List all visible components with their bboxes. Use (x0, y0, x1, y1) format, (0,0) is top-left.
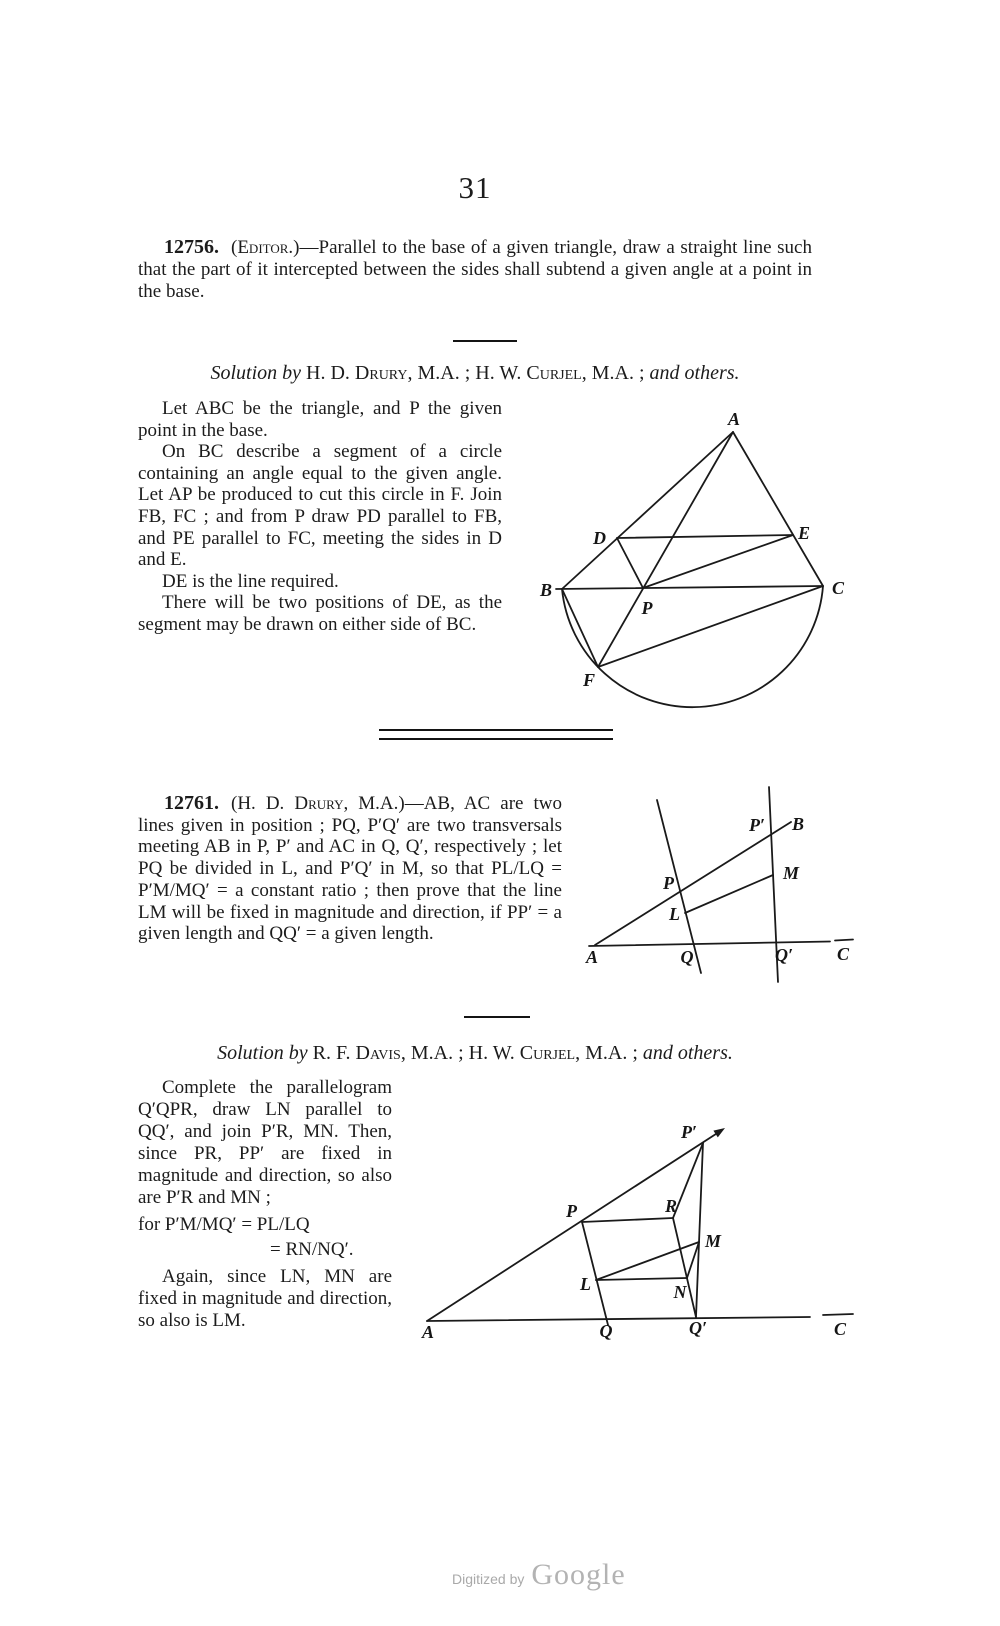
figure-parallelogram-construction (402, 1102, 880, 1344)
solver-names: R. F. Davis, M.A. ; H. W. Curjel, M.A. ; (312, 1042, 643, 1064)
google-logo: Google (531, 1558, 626, 1591)
solution-paragraph: On BC describe a segment of a circle containing an angle equal to the given angle. Let AP be produced to cut this circle in F. Join FB, FC ; and from P draw PD parallel to FB, and PE parallel to FC, meeting the sides in D and E. (138, 441, 502, 571)
solution-paragraph: DE is the line required. (162, 570, 339, 592)
solution-by-text: Solution by (210, 362, 307, 384)
label-D: D (593, 528, 606, 548)
label-C: C (832, 578, 845, 598)
line-C-dash (835, 940, 853, 941)
line-FB (562, 589, 598, 667)
label-P: P (566, 1201, 577, 1221)
line-BC (556, 586, 823, 589)
proposer: (Editor.)— (231, 237, 319, 258)
line-AQC-base (427, 1317, 810, 1321)
label-N: N (673, 1282, 687, 1302)
label-Q: Q (599, 1321, 613, 1341)
line-APF (598, 432, 733, 667)
solution-paragraph: There will be two positions of DE, as the segment may be drawn on either side of BC. (138, 592, 502, 635)
arrowhead (713, 1128, 725, 1137)
divider-rule (464, 1016, 530, 1018)
label-M: M (705, 1231, 722, 1251)
solution-by-text: Solution by (217, 1042, 313, 1064)
label-A: A (585, 947, 599, 967)
label-L: L (669, 904, 680, 924)
solution-paragraph: Let ABC be the triangle, and P the given point in the base. (138, 398, 502, 441)
label-A: A (727, 409, 741, 429)
google-watermark (452, 1558, 626, 1592)
line-PE (643, 535, 793, 588)
line-DE (617, 535, 793, 538)
label-Q-prime: Q′ (774, 945, 794, 965)
solution-heading-12761 (138, 1042, 812, 1065)
solution-12761-text (138, 1077, 392, 1332)
label-M: M (783, 863, 800, 883)
label-P-prime: P′ (680, 1122, 697, 1142)
label-L: L (580, 1274, 591, 1294)
line-RQp (673, 1218, 696, 1317)
problem-number: 12761. (164, 792, 219, 814)
solution-paragraph: Again, since LN, MN are fixed in magnitude and direction, so also is LM. (138, 1266, 392, 1331)
equation-line-2: = RN/NQ′. (270, 1239, 354, 1260)
double-rule-divider (379, 729, 613, 740)
label-B: B (792, 814, 805, 834)
figure-triangle-circle-segment (480, 388, 872, 704)
problem-12761-statement (138, 793, 562, 945)
and-others-text: and others. (642, 1042, 733, 1064)
label-P: P (663, 873, 674, 893)
page-number: 31 (458, 170, 492, 205)
line-DP (617, 538, 643, 588)
label-F: F (582, 670, 596, 690)
solver-names: H. D. Drury, M.A. ; H. W. Curjel, M.A. ; (306, 362, 650, 384)
statement-text: AB, AC are two lines given in position ; PQ, P′Q′ are two transversals meeting AB in P, P′ and AC in Q, Q′, respectively ; let PQ be divided in L, and P′Q′ in M, so that PL/LQ = P′M/MQ′ = a constant ratio ; then prove that the line LM will be fixed in magnitude and direction, if PP′ = a given length and QQ′ = a given length. (138, 793, 562, 945)
problem-12761 (138, 793, 562, 945)
line-AC (733, 432, 823, 586)
arc-circle-segment (562, 586, 823, 707)
problem-number: 12756. (164, 236, 219, 258)
label-E: E (798, 523, 811, 543)
problem-12756 (138, 236, 812, 303)
figure-transversals (566, 772, 866, 986)
problem-12756-statement (138, 236, 812, 303)
solution-heading-12756 (138, 362, 812, 385)
solution-12756-text (138, 398, 502, 636)
label-C: C (836, 944, 850, 964)
label-Q: Q (680, 947, 694, 967)
line-AQC-base (589, 942, 830, 947)
label-P: P (641, 598, 653, 618)
digitized-by-text: Digitized by (452, 1571, 525, 1587)
line-PpR (673, 1143, 703, 1218)
equation-line-1: for P′M/MQ′ = PL/LQ (138, 1214, 310, 1235)
statement-text: Parallel to the base of a given triangle, draw a straight line such that the part of it intercepted between the sides shall subtend a given angle at a point in the base. (138, 237, 812, 302)
label-A: A (421, 1322, 435, 1342)
label-P-prime: P′ (748, 815, 765, 835)
line-FC (598, 586, 823, 667)
line-LN (596, 1278, 687, 1280)
label-R: R (664, 1196, 678, 1216)
solution-paragraph: Complete the parallelogram Q′QPR, draw LN parallel to QQ′, and join P′R, MN. Then, since PR, PP′ are fixed in magnitude and direction, so also are P′R and MN ; (138, 1077, 392, 1208)
label-B: B (539, 580, 552, 600)
label-C: C (833, 1319, 847, 1339)
line-PR (582, 1218, 673, 1222)
ratio-equation (138, 1214, 392, 1261)
line-C-dash (823, 1314, 853, 1315)
divider-rule (453, 340, 517, 342)
label-Q-prime: Q′ (688, 1318, 708, 1338)
line-AB (595, 822, 791, 945)
line-PpQp-transversal (696, 1143, 703, 1317)
proposer: (H. D. Drury, M.A.)— (231, 793, 424, 814)
and-others-text: and others. (649, 362, 740, 384)
